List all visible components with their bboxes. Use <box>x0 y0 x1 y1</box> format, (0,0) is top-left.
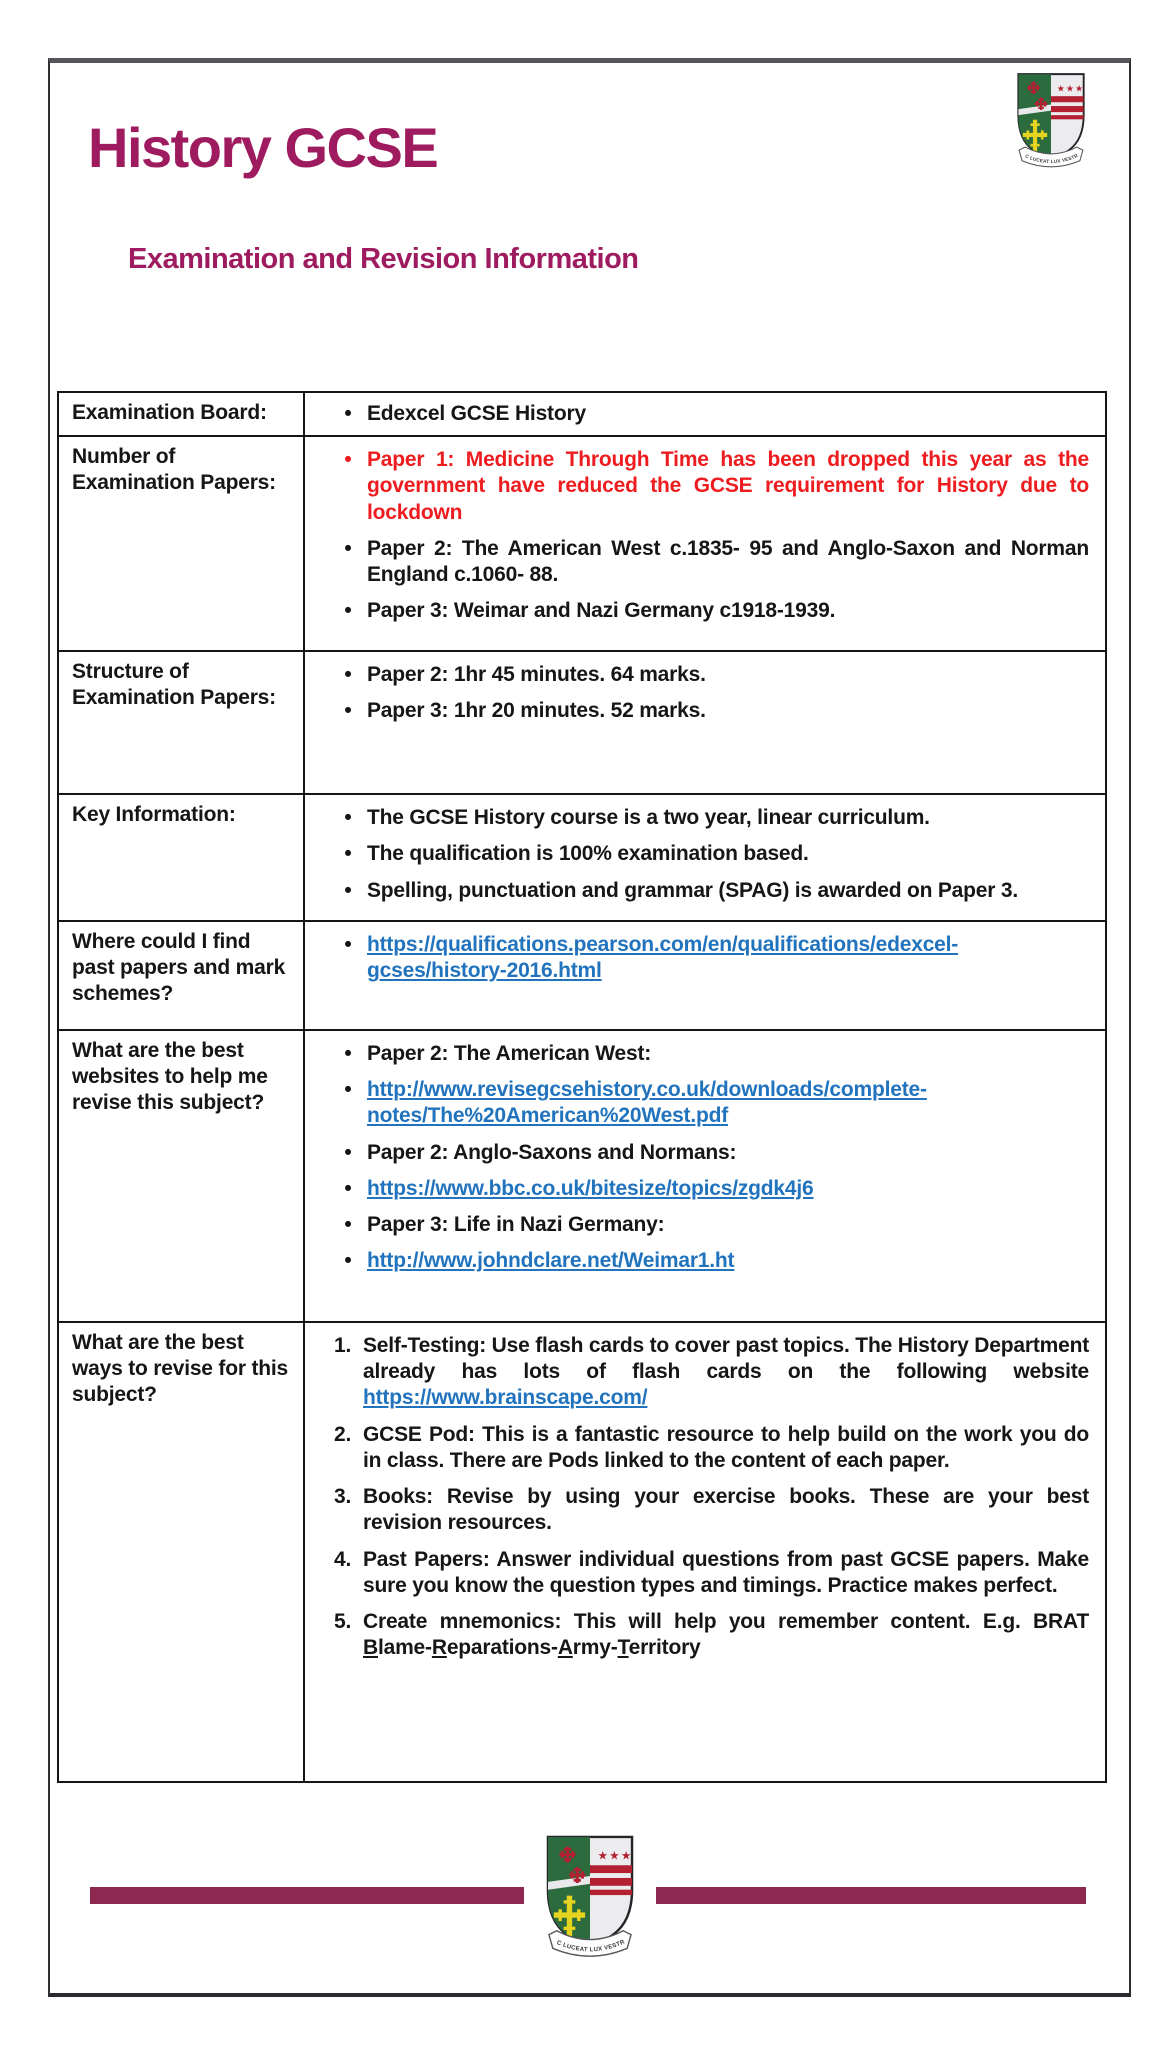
list-item <box>329 1041 1089 1067</box>
bullet-marker: • <box>344 842 352 866</box>
bullet-marker: • <box>344 402 352 425</box>
underlined-initial: T <box>617 1636 629 1660</box>
item-text: The GCSE History course is a two year, linear curriculum. <box>367 806 930 829</box>
row-header-label: Number of Examination Papers: <box>72 445 276 495</box>
list-item <box>329 1212 1089 1238</box>
row-content <box>305 437 1105 650</box>
bullet-marker: • <box>344 699 352 723</box>
row-header-label: Examination Board: <box>72 401 267 424</box>
document-page <box>48 58 1131 1997</box>
row-header <box>59 922 305 1029</box>
link[interactable]: http://www.johndclare.net/Weimar1.ht <box>367 1249 735 1273</box>
bullet-marker: • <box>344 932 352 956</box>
list-item <box>329 1176 1089 1202</box>
underlined-initial: B <box>363 1636 378 1660</box>
table-row <box>59 650 1105 793</box>
mnemonic-text: Blame-Reparations-Army-Territory <box>363 1636 701 1660</box>
item-text <box>367 1077 1089 1130</box>
item-text: GCSE Pod: This is a fantastic resource to help build on the work you do in class. There are Pods linked to the content of each paper. <box>363 1422 1089 1472</box>
item-text: Edexcel GCSE History <box>367 402 586 425</box>
row-header <box>59 795 305 920</box>
row-header-label: What are the best ways to revise for this subject? <box>72 1330 288 1407</box>
number-marker: 4. <box>334 1547 352 1571</box>
row-content <box>305 652 1105 793</box>
row-header-label: Structure of Examination Papers: <box>72 660 276 710</box>
item-text <box>367 1248 1089 1274</box>
row-header <box>59 1031 305 1321</box>
list-item <box>329 1422 1089 1475</box>
row-header-label: What are the best websites to help me revise this subject? <box>72 1038 268 1115</box>
bullet-marker: • <box>344 878 352 902</box>
row-content <box>305 922 1105 1029</box>
row-content <box>305 795 1105 920</box>
bullet-marker: • <box>344 806 352 829</box>
row-header <box>59 1323 305 1781</box>
list-item <box>329 1333 1089 1412</box>
bullet-marker: • <box>344 663 352 686</box>
info-table <box>57 391 1107 1783</box>
list-item <box>329 1484 1089 1537</box>
row-content <box>305 393 1105 435</box>
row-content <box>305 1031 1105 1321</box>
table-row <box>59 793 1105 920</box>
item-text: Paper 1: Medicine Through Time has been dropped this year as the government have reduced the GCSE requirement for History due to lockdown <box>367 448 1089 524</box>
bullet-marker: • <box>344 1041 352 1065</box>
number-marker: 2. <box>334 1422 352 1446</box>
number-marker: 5. <box>334 1610 352 1633</box>
link[interactable]: https://www.brainscape.com/ <box>363 1386 648 1410</box>
table-row <box>59 920 1105 1029</box>
list-item <box>329 447 1089 526</box>
item-text: Books: Revise by using your exercise books. These are your best revision resources. <box>363 1485 1089 1535</box>
row-header-label: Where could I find past papers and mark schemes? <box>72 929 286 1006</box>
table-row <box>59 435 1105 650</box>
item-text <box>367 932 1089 985</box>
bullet-marker: • <box>344 1140 352 1164</box>
list-item <box>329 536 1089 589</box>
bullet-marker: • <box>344 448 352 471</box>
bullet-marker: • <box>344 599 352 623</box>
list-item <box>329 698 1089 724</box>
table-row <box>59 1029 1105 1321</box>
number-marker: 3. <box>334 1485 352 1508</box>
item-text: Paper 3: Weimar and Nazi Germany c1918-1939. <box>367 599 836 623</box>
row-header-label: Key Information: <box>72 803 236 826</box>
bullet-marker: • <box>344 1213 352 1236</box>
table-row <box>59 393 1105 435</box>
item-text <box>367 1176 1089 1202</box>
bullet-marker: • <box>344 536 352 560</box>
list-item <box>329 1609 1089 1662</box>
item-text: Past Papers: Answer individual questions from past GCSE papers. Make sure you know the question types and timings. Practice makes perfect. <box>363 1547 1089 1597</box>
row-content <box>305 1323 1105 1781</box>
row-header <box>59 393 305 435</box>
school-crest-icon <box>1013 71 1089 173</box>
list-item <box>329 805 1089 831</box>
row-header <box>59 652 305 793</box>
item-text: Self-Testing: Use flash cards to cover past topics. The History Department already has lots of flash cards on the following website https://www.brainscape.com/ <box>363 1333 1089 1410</box>
item-text: The qualification is 100% examination based. <box>367 842 809 866</box>
school-crest-footer-icon <box>524 1833 656 1971</box>
item-text: Paper 2: The American West: <box>367 1041 652 1065</box>
list-item <box>329 662 1089 688</box>
item-text: Paper 2: The American West c.1835- 95 and Anglo-Saxon and Norman England c.1060- 88. <box>367 536 1089 586</box>
page-subtitle: Examination and Revision Information <box>128 243 639 275</box>
bullet-marker: • <box>344 1249 352 1273</box>
underlined-initial: A <box>557 1636 573 1660</box>
item-text: Spelling, punctuation and grammar (SPAG) is awarded on Paper 3. <box>367 878 1018 902</box>
bullet-marker: • <box>344 1176 352 1200</box>
bullet-marker: • <box>344 1078 352 1101</box>
row-header <box>59 437 305 650</box>
link[interactable]: http://www.revisegcsehistory.co.uk/downloads/complete-notes/The%20American%20West.pdf <box>367 1078 927 1128</box>
list-item <box>329 598 1089 624</box>
item-text: Paper 3: 1hr 20 minutes. 52 marks. <box>367 699 706 723</box>
list-item <box>329 1547 1089 1600</box>
item-text: Paper 2: 1hr 45 minutes. 64 marks. <box>367 663 706 686</box>
link[interactable]: https://www.bbc.co.uk/bitesize/topics/zgdk4j6 <box>367 1176 814 1200</box>
list-item <box>329 932 1089 985</box>
item-text: Paper 3: Life in Nazi Germany: <box>367 1213 665 1236</box>
item-text: Paper 2: Anglo-Saxons and Normans: <box>367 1140 737 1164</box>
table-row <box>59 1321 1105 1781</box>
page-title: History GCSE <box>88 116 438 179</box>
list-item <box>329 401 1089 427</box>
list-item <box>329 841 1089 867</box>
list-item <box>329 1248 1089 1274</box>
list-item <box>329 1140 1089 1166</box>
item-text: Create mnemonics: This will help you remember content. E.g. BRAT Blame-Reparations-Army-Territory <box>363 1610 1089 1660</box>
underlined-initial: R <box>431 1636 447 1660</box>
list-item <box>329 1077 1089 1130</box>
number-marker: 1. <box>334 1333 352 1357</box>
list-item <box>329 878 1089 904</box>
link[interactable]: https://qualifications.pearson.com/en/qualifications/edexcel-gcses/history-2016.html <box>367 932 959 982</box>
